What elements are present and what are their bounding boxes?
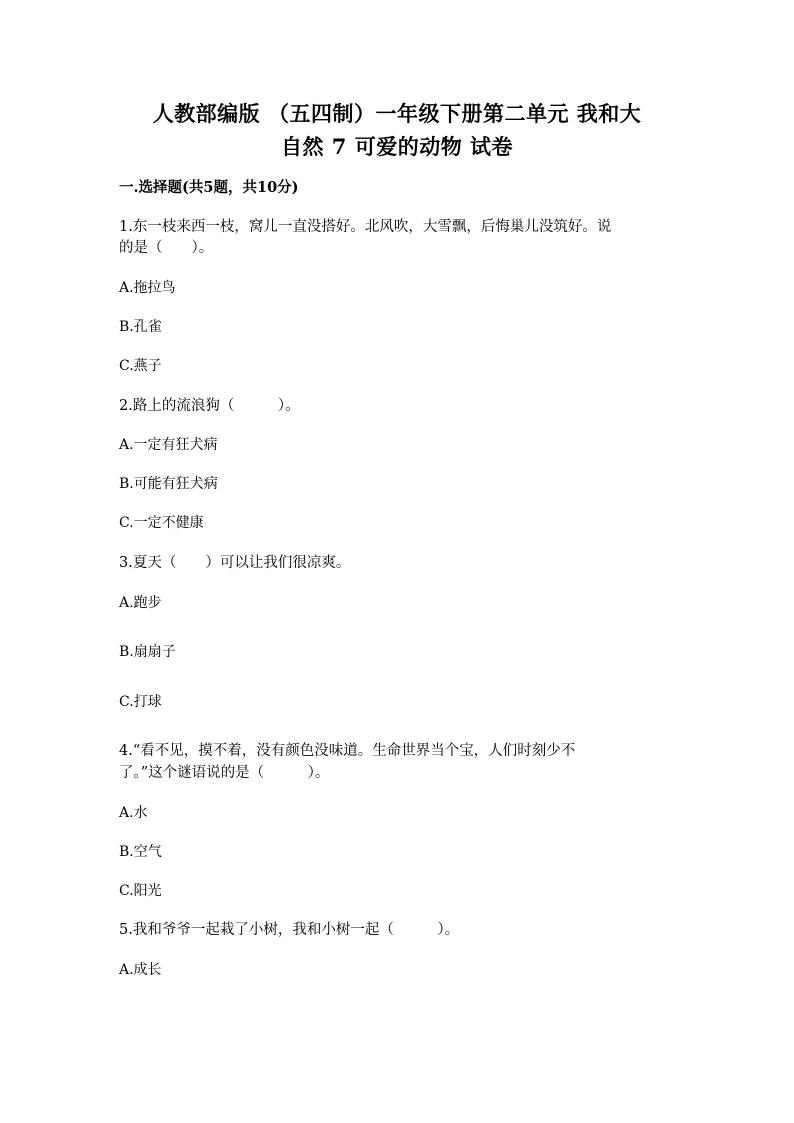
question-5-option-a: A.成长 [119,962,162,978]
question-4-option-b: B.空气 [119,844,162,860]
question-3-option-b: B.扇扇子 [119,644,176,660]
document-title-line-2: 自然 7 可爱的动物 试卷 [280,134,514,159]
question-4-option-c: C.阳光 [119,883,162,899]
question-3-option-a: A.跑步 [119,595,162,611]
document-title-line-1: 人教部编版 （五四制）一年级下册第二单元 我和大 [152,101,642,126]
question-1-stem-line-2: 的是（ ）。 [119,240,214,256]
question-4-stem-line-2: 了。”这个谜语说的是（ ）。 [119,765,330,781]
question-1-option-b: B.孔雀 [119,319,162,335]
question-2-option-c: C.一定不健康 [119,515,204,531]
question-2-option-b: B.可能有狂犬病 [119,476,218,492]
question-4-stem-line-1: 4.“看不见，摸不着，没有颜色没味道。生命世界当个宝，人们时刻少不 [119,743,576,759]
question-2-stem: 2.路上的流浪狗（ ）。 [119,398,300,414]
question-1-option-a: A.拖拉鸟 [119,280,176,296]
question-2-option-a: A.一定有狂犬病 [119,437,218,453]
question-5-stem: 5.我和爷爷一起栽了小树，我和小树一起（ ）。 [119,922,460,938]
question-1-stem-line-1: 1.东一枝来西一枝，窝儿一直没搭好。北风吹，大雪飘，后悔巢儿没筑好。说 [119,219,612,235]
question-3-option-c: C.打球 [119,694,162,710]
question-3-stem: 3.夏天（ ）可以让我们很凉爽。 [119,555,351,571]
question-1-option-c: C.燕子 [119,358,162,374]
section-heading: 一.选择题(共5题，共10分) [119,179,299,196]
question-4-option-a: A.水 [119,805,148,821]
